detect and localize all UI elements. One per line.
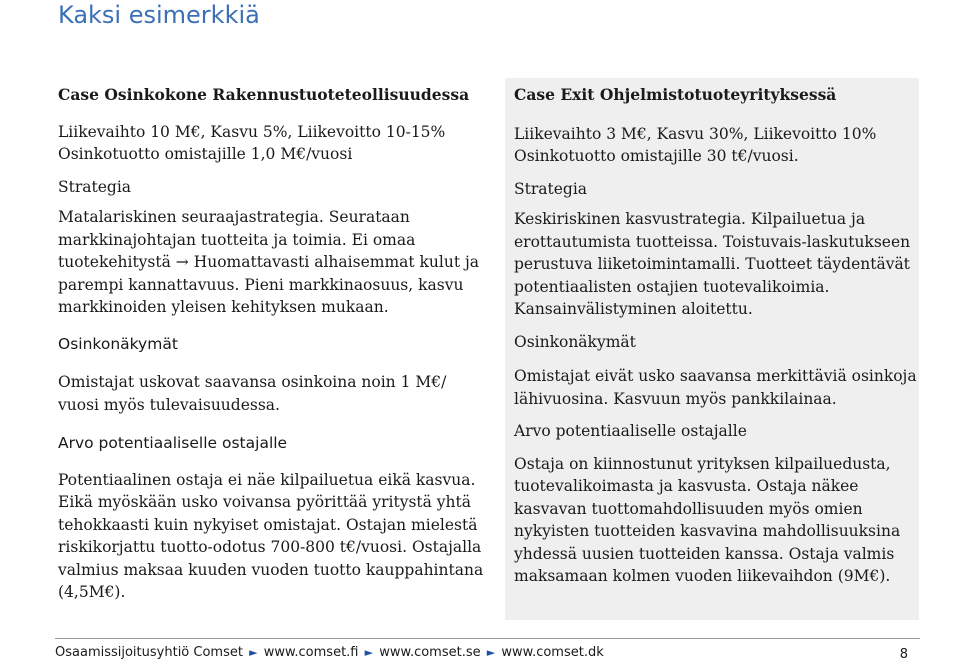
- left-strategy-text: Matalariskinen seuraajastrategia. Seurataan markkinajohtajan tuotteita ja toimia. Ei omaa tuotekehitystä → Huomattavasti alhaisemmat kulut ja parempi kannattavuus. Pieni markkinaosuus, kasvu markkinoiden yleisen kehityksen mukaan.: [58, 208, 480, 316]
- left-dividend-text: Omistajat uskovat saavansa osinkoina noin 1 M€/ vuosi myös tulevaisuudessa.: [58, 373, 447, 414]
- right-value-text: Ostaja on kiinnostunut yrityksen kilpailuedusta, tuotevalikoimasta ja kasvusta. Ostaja näkee kasvavan tuottomahdollisuuden myös omien nykyisten tuotteiden kasvavina mahdollisuuksina yhdessä uusien tuotteiden kanssa. Ostaja valmis maksamaan kolmen vuoden liikevaihdon (9M€).: [514, 454, 901, 585]
- left-strategy-label: Strategia: [58, 177, 132, 196]
- footer: [0, 633, 960, 669]
- footer-company: Osaamissijoitusyhtiö Comset: [55, 645, 243, 660]
- left-value-label: Arvo potentiaaliselle ostajalle: [58, 434, 288, 452]
- left-facts-line1: Liikevaihto 10 M€, Kasvu 5%, Liikevoitto 10-15%: [58, 122, 446, 141]
- left-facts-line2: Osinkotuotto omistajille 1,0 M€/vuosi: [58, 145, 353, 163]
- right-strategy-label: Strategia: [514, 179, 588, 198]
- footer-link-se[interactable]: www.comset.se: [379, 645, 481, 660]
- arrow-right-icon: ►: [486, 646, 496, 659]
- right-case-panel: [505, 78, 919, 620]
- footer-link-fi[interactable]: www.comset.fi: [263, 645, 359, 660]
- right-case-heading: Case Exit Ohjelmistotuoteyrityksessä: [514, 85, 837, 104]
- slide-title: Kaksi esimerkkiä: [58, 1, 260, 29]
- right-strategy-text: Keskiriskinen kasvustrategia. Kilpailuetua ja erottautumista tuotteissa. Toistuvais-laskutukseen perustuva liiketoimintamalli. Tuotteet täydentävät potentiaalisten ostajien tuotevalikoimia. Kansainvälistyminen aloitettu.: [514, 210, 911, 318]
- right-facts-line2: Osinkotuotto omistajille 30 t€/vuosi.: [514, 147, 799, 165]
- right-dividend-text: Omistajat eivät usko saavansa merkittäviä osinkoja lähivuosina. Kasvuun myös pankkilainaa.: [514, 367, 917, 408]
- right-facts-line1: Liikevaihto 3 M€, Kasvu 30%, Liikevoitto 10%: [514, 124, 877, 143]
- footer-text: [55, 645, 604, 660]
- arrow-right-icon: ►: [364, 646, 374, 659]
- footer-divider: [55, 638, 920, 639]
- left-value-text: Potentiaalinen ostaja ei näe kilpailuetua eikä kasvua. Eikä myöskään usko voivansa pyörittää yritystä yhtä tehokkaasti kuin nykyiset omistajat. Ostajan mielestä riskikorjattu tuotto-odotus 700-800 t€/vuosi. Ostajalla valmius maksaa kuuden vuoden tuotto kauppahintana (4,5M€).: [58, 470, 484, 601]
- right-value-label: Arvo potentiaaliselle ostajalle: [514, 422, 747, 440]
- footer-link-dk[interactable]: www.comset.dk: [501, 645, 604, 660]
- left-case-heading: Case Osinkokone Rakennustuoteteollisuudessa: [58, 85, 470, 104]
- right-dividend-label: Osinkonäkymät: [514, 332, 636, 351]
- arrow-right-icon: ►: [249, 646, 258, 659]
- page-number: 8: [899, 647, 908, 662]
- left-dividend-label: Osinkonäkymät: [58, 334, 178, 353]
- left-case-column: [58, 84, 488, 604]
